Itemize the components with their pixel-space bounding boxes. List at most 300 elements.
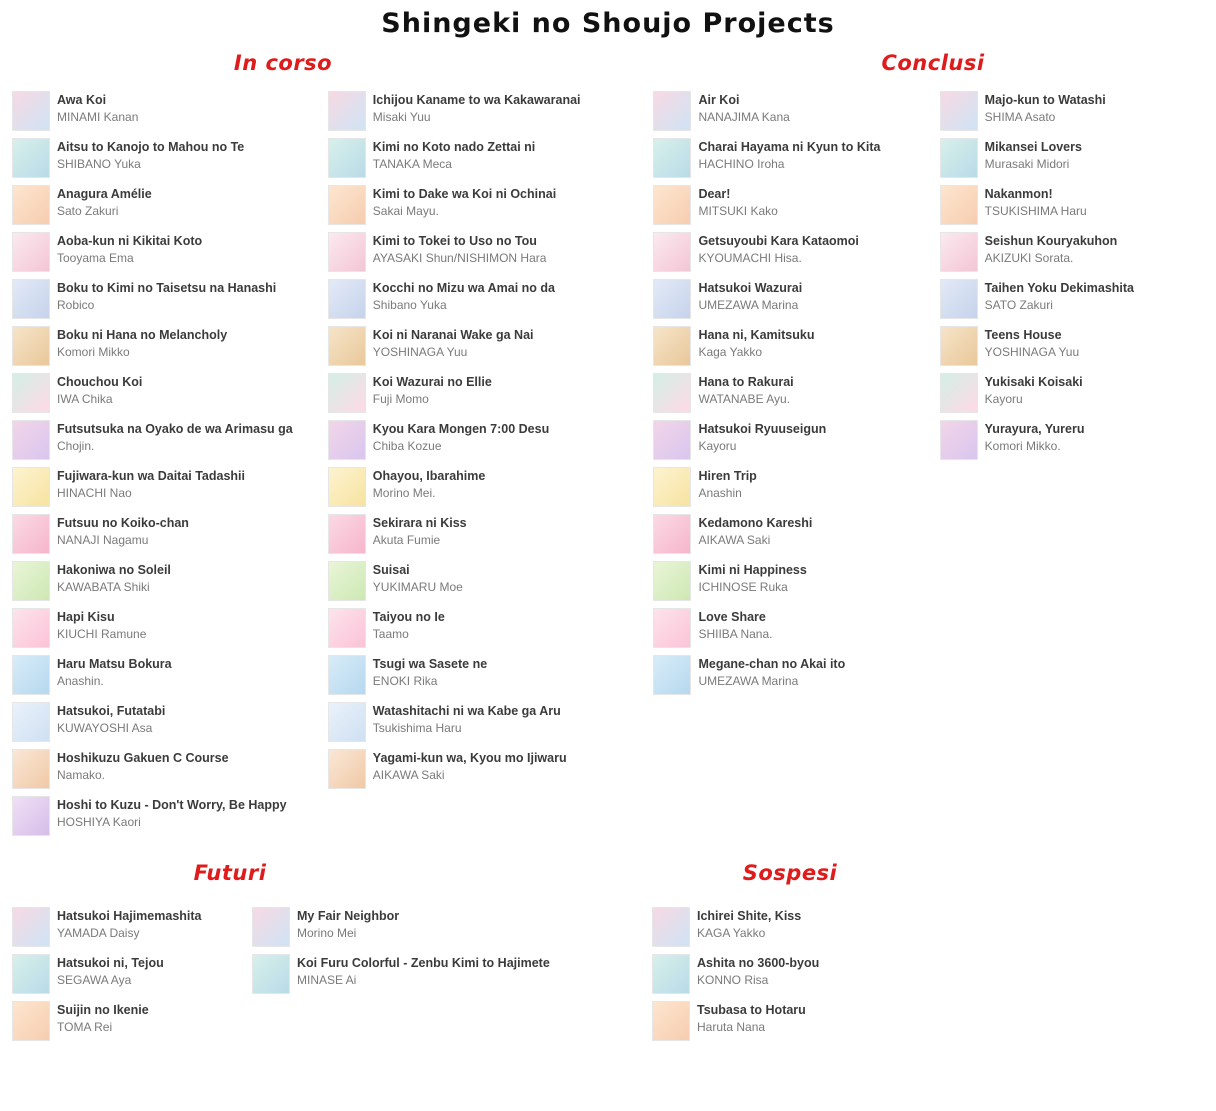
cover-thumbnail[interactable] <box>328 326 366 366</box>
list-item[interactable] <box>328 373 642 413</box>
list-item[interactable] <box>328 561 642 601</box>
project-author: TSUKISHIMA Haru <box>984 203 1087 218</box>
cover-thumbnail[interactable] <box>653 608 691 648</box>
entry-text <box>57 467 245 501</box>
cover-thumbnail[interactable] <box>12 279 50 319</box>
project-title[interactable]: Koi Wazurai no Ellie <box>372 375 492 389</box>
list-item[interactable] <box>328 185 642 225</box>
project-author: Tsukishima Haru <box>372 720 462 735</box>
list-item[interactable] <box>940 420 1204 460</box>
list-item[interactable] <box>653 326 927 366</box>
project-author: Fuji Momo <box>372 391 429 406</box>
project-title[interactable]: Hana to Rakurai <box>698 375 794 389</box>
list-item[interactable] <box>12 1001 240 1041</box>
list-item[interactable] <box>12 954 240 994</box>
project-author: KONNO Risa <box>697 972 769 987</box>
list-item[interactable] <box>328 702 642 742</box>
cover-thumbnail[interactable] <box>940 91 978 131</box>
project-author: YUKIMARU Moe <box>372 579 463 594</box>
column-futuri-1 <box>6 907 246 1048</box>
cover-thumbnail[interactable] <box>653 91 691 131</box>
entry-text <box>698 655 845 689</box>
entry-text <box>297 907 399 941</box>
project-author: Misaki Yuu <box>372 109 431 124</box>
project-author: YOSHINAGA Yuu <box>984 344 1080 359</box>
entry-text <box>697 954 819 988</box>
entry-text <box>57 185 152 219</box>
list-item[interactable] <box>653 232 927 272</box>
project-author: Kayoru <box>984 391 1023 406</box>
entry-text <box>985 232 1118 266</box>
cover-thumbnail[interactable] <box>653 185 691 225</box>
entry-text <box>57 138 244 172</box>
project-title[interactable]: Charai Hayama ni Kyun to Kita <box>698 140 881 154</box>
project-author: Murasaki Midori <box>984 156 1070 171</box>
entry-text <box>57 420 293 454</box>
list-item[interactable] <box>12 749 316 789</box>
project-author: MINAMI Kanan <box>57 109 139 124</box>
cover-thumbnail[interactable] <box>328 702 366 742</box>
entry-text <box>373 655 487 689</box>
project-title[interactable]: Tsugi wa Sasete ne <box>372 657 488 671</box>
entry-text <box>698 185 777 219</box>
cover-thumbnail[interactable] <box>653 326 691 366</box>
project-title[interactable]: Ashita no 3600-byou <box>697 956 820 970</box>
cover-thumbnail[interactable] <box>653 279 691 319</box>
project-author: Tooyama Ema <box>57 250 134 265</box>
entry-text <box>985 91 1106 125</box>
cover-thumbnail[interactable] <box>12 467 50 507</box>
project-title[interactable]: Tsubasa to Hotaru <box>697 1003 806 1017</box>
project-author: KAWABATA Shiki <box>57 579 150 594</box>
list-item[interactable] <box>12 373 316 413</box>
project-author: Anashin. <box>57 673 104 688</box>
cover-thumbnail[interactable] <box>12 608 50 648</box>
cover-thumbnail[interactable] <box>940 138 978 178</box>
entry-text <box>373 702 561 736</box>
project-author: Haruta Nana <box>697 1019 766 1034</box>
project-title[interactable]: Mikansei Lovers <box>984 140 1082 154</box>
list-item[interactable] <box>940 138 1204 178</box>
project-title[interactable]: Nakanmon! <box>984 187 1053 201</box>
project-title[interactable]: Hatsukoi Ryuuseigun <box>698 422 827 436</box>
cover-thumbnail[interactable] <box>12 796 50 836</box>
list-item[interactable] <box>328 326 642 366</box>
list-item[interactable] <box>652 907 940 947</box>
project-title[interactable]: Seishun Kouryakuhon <box>984 234 1118 248</box>
list-item[interactable] <box>12 608 316 648</box>
project-title[interactable]: Dear! <box>698 187 731 201</box>
project-author: HACHINO Iroha <box>698 156 785 171</box>
cover-thumbnail[interactable] <box>252 907 290 947</box>
cover-thumbnail[interactable] <box>328 91 366 131</box>
list-item[interactable] <box>328 608 642 648</box>
column-conclusi-1 <box>647 91 933 702</box>
list-item[interactable] <box>12 232 316 272</box>
project-author: HOSHIYA Kaori <box>57 814 141 829</box>
project-author: WATANABE Ayu. <box>698 391 791 406</box>
project-title[interactable]: Aitsu to Kanojo to Mahou no Te <box>57 140 245 154</box>
project-title[interactable]: Boku ni Hana no Melancholy <box>57 328 228 342</box>
project-title[interactable]: Kyou Kara Mongen 7:00 Desu <box>372 422 550 436</box>
project-author: Sato Zakuri <box>57 203 119 218</box>
project-author: SATO Zakuri <box>984 297 1053 312</box>
entry-text <box>373 185 556 219</box>
cover-thumbnail[interactable] <box>328 514 366 554</box>
project-title[interactable]: Majo-kun to Watashi <box>984 93 1106 107</box>
project-title[interactable]: Megane-chan no Akai ito <box>698 657 846 671</box>
list-item[interactable] <box>328 279 642 319</box>
project-title[interactable]: Hatsukoi Hajimemashita <box>57 909 202 923</box>
list-item[interactable] <box>328 749 642 789</box>
project-author: Akuta Fumie <box>372 532 441 547</box>
cover-thumbnail[interactable] <box>12 91 50 131</box>
cover-thumbnail[interactable] <box>940 420 978 460</box>
cover-thumbnail[interactable] <box>12 1001 50 1041</box>
project-author: SHIMA Asato <box>984 109 1056 124</box>
cover-thumbnail[interactable] <box>12 702 50 742</box>
project-title[interactable]: My Fair Neighbor <box>297 909 400 923</box>
project-title[interactable]: Yukisaki Koisaki <box>984 375 1083 389</box>
project-author: NANAJIMA Kana <box>698 109 790 124</box>
entry-text <box>698 561 806 595</box>
project-title[interactable]: Ichirei Shite, Kiss <box>697 909 802 923</box>
project-author: Komori Mikko <box>57 344 130 359</box>
entry-text <box>985 279 1134 313</box>
entry-text <box>57 655 172 689</box>
cover-thumbnail[interactable] <box>940 326 978 366</box>
entry-text <box>698 514 812 548</box>
project-author: Chiba Kozue <box>372 438 442 453</box>
project-title[interactable]: Kimi no Koto nado Zettai ni <box>372 140 536 154</box>
section-heading-sospesi: Sospesi <box>742 861 838 885</box>
entry-text <box>697 907 801 941</box>
project-author: HINACHI Nao <box>57 485 132 500</box>
entry-text <box>698 326 814 360</box>
cover-thumbnail[interactable] <box>12 373 50 413</box>
entry-text <box>373 373 492 407</box>
project-author: KYOUMACHI Hisa. <box>698 250 802 265</box>
entry-text <box>373 91 581 125</box>
cover-thumbnail[interactable] <box>12 907 50 947</box>
list-item[interactable] <box>653 608 927 648</box>
project-author: Robico <box>57 297 95 312</box>
project-title[interactable]: Hapi Kisu <box>57 610 115 624</box>
project-title[interactable]: Kimi to Dake wa Koi ni Ochinai <box>372 187 557 201</box>
entry-text <box>698 91 789 125</box>
project-title[interactable]: Hatsukoi, Futatabi <box>57 704 166 718</box>
entry-text <box>57 796 287 830</box>
cover-thumbnail[interactable] <box>12 749 50 789</box>
cover-thumbnail[interactable] <box>328 420 366 460</box>
list-item[interactable] <box>653 185 927 225</box>
entry-text <box>698 608 772 642</box>
list-item[interactable] <box>252 954 640 994</box>
cover-thumbnail[interactable] <box>652 1001 690 1041</box>
list-item[interactable] <box>328 91 642 131</box>
cover-thumbnail[interactable] <box>328 749 366 789</box>
column-sospesi-1 <box>646 907 946 1048</box>
list-item[interactable] <box>940 326 1204 366</box>
project-title[interactable]: Hoshi to Kuzu - Don't Worry, Be Happy <box>57 798 287 812</box>
project-title[interactable]: Teens House <box>984 328 1062 342</box>
project-author: TANAKA Meca <box>372 156 452 171</box>
project-author: IWA Chika <box>57 391 113 406</box>
project-author: Kaga Yakko <box>698 344 763 359</box>
cover-thumbnail[interactable] <box>12 514 50 554</box>
project-title[interactable]: Futsuu no Koiko-chan <box>57 516 189 530</box>
cover-thumbnail[interactable] <box>940 185 978 225</box>
list-item[interactable] <box>653 279 927 319</box>
list-item[interactable] <box>328 467 642 507</box>
project-title[interactable]: Hatsukoi ni, Tejou <box>57 956 164 970</box>
entry-text <box>985 138 1082 172</box>
project-title[interactable]: Watashitachi ni wa Kabe ga Aru <box>372 704 561 718</box>
cover-thumbnail[interactable] <box>328 138 366 178</box>
list-item[interactable] <box>940 185 1204 225</box>
entry-text <box>697 1001 806 1035</box>
project-title[interactable]: Suijin no Ikenie <box>57 1003 149 1017</box>
top-section-headings <box>0 51 1216 91</box>
project-author: MITSUKI Kako <box>698 203 778 218</box>
cover-thumbnail[interactable] <box>652 907 690 947</box>
project-author: MINASE Ai <box>297 972 357 987</box>
cover-thumbnail[interactable] <box>328 655 366 695</box>
column-conclusi-2 <box>934 91 1210 467</box>
entry-text <box>373 561 463 595</box>
list-item[interactable] <box>328 232 642 272</box>
entry-text <box>57 91 138 125</box>
project-author: Taamo <box>372 626 409 641</box>
lower-section-headings <box>0 861 1216 907</box>
section-heading-in-corso: In corso <box>233 51 333 75</box>
list-item[interactable] <box>12 514 316 554</box>
entry-text <box>297 954 550 988</box>
project-title[interactable]: Suisai <box>372 563 410 577</box>
project-title[interactable]: Kimi ni Happiness <box>698 563 807 577</box>
cover-thumbnail[interactable] <box>328 373 366 413</box>
project-author: ENOKI Rika <box>372 673 438 688</box>
project-title[interactable]: Getsuyoubi Kara Kataomoi <box>698 234 859 248</box>
project-author: Morino Mei <box>297 925 357 940</box>
cover-thumbnail[interactable] <box>328 232 366 272</box>
cover-thumbnail[interactable] <box>653 232 691 272</box>
cover-thumbnail[interactable] <box>653 514 691 554</box>
list-item[interactable] <box>12 467 316 507</box>
page-title: Shingeki no Shoujo Projects <box>381 8 835 39</box>
section-heading-futuri: Futuri <box>193 861 267 885</box>
list-item[interactable] <box>12 279 316 319</box>
cover-thumbnail[interactable] <box>940 232 978 272</box>
project-title[interactable]: Taihen Yoku Dekimashita <box>984 281 1135 295</box>
entry-text <box>57 749 229 783</box>
entry-text <box>57 954 164 988</box>
project-author: NANAJI Nagamu <box>57 532 149 547</box>
cover-thumbnail[interactable] <box>940 279 978 319</box>
cover-thumbnail[interactable] <box>12 232 50 272</box>
cover-thumbnail[interactable] <box>12 420 50 460</box>
list-item[interactable] <box>653 373 927 413</box>
project-author: TOMA Rei <box>57 1019 113 1034</box>
cover-thumbnail[interactable] <box>653 655 691 695</box>
project-title[interactable]: Hakoniwa no Soleil <box>57 563 171 577</box>
cover-thumbnail[interactable] <box>12 326 50 366</box>
project-title[interactable]: Aoba-kun ni Kikitai Koto <box>57 234 203 248</box>
cover-thumbnail[interactable] <box>653 373 691 413</box>
project-title[interactable]: Yagami-kun wa, Kyou mo Ijiwaru <box>372 751 567 765</box>
column-futuri-2 <box>246 907 646 1001</box>
project-author: Kayoru <box>698 438 737 453</box>
list-item[interactable] <box>12 907 240 947</box>
project-title[interactable]: Hoshikuzu Gakuen C Course <box>57 751 229 765</box>
project-author: Shibano Yuka <box>372 297 447 312</box>
entry-text <box>57 373 142 407</box>
list-item[interactable] <box>328 514 642 554</box>
project-author: YAMADA Daisy <box>57 925 140 940</box>
project-title[interactable]: Fujiwara-kun wa Daitai Tadashii <box>57 469 246 483</box>
project-title[interactable]: Koi ni Naranai Wake ga Nai <box>372 328 534 342</box>
project-author: SHIIBA Nana. <box>698 626 773 641</box>
list-item[interactable] <box>12 420 316 460</box>
project-author: KAGA Yakko <box>697 925 766 940</box>
list-item[interactable] <box>12 185 316 225</box>
cover-thumbnail[interactable] <box>653 467 691 507</box>
project-title[interactable]: Anagura Amélie <box>57 187 152 201</box>
project-title[interactable]: Air Koi <box>698 93 740 107</box>
entry-text <box>985 373 1083 407</box>
cover-thumbnail[interactable] <box>12 954 50 994</box>
cover-thumbnail[interactable] <box>653 420 691 460</box>
entry-text <box>373 326 534 360</box>
entry-text <box>373 467 486 501</box>
entry-text <box>373 232 547 266</box>
project-author: SEGAWA Aya <box>57 972 132 987</box>
entry-text <box>57 561 171 595</box>
entry-text <box>698 279 802 313</box>
list-item[interactable] <box>653 138 927 178</box>
cover-thumbnail[interactable] <box>12 138 50 178</box>
project-title[interactable]: Ichijou Kaname to wa Kakawaranai <box>372 93 581 107</box>
list-item[interactable] <box>12 138 316 178</box>
project-author: KUWAYOSHI Asa <box>57 720 153 735</box>
project-author: AKIZUKI Sorata. <box>984 250 1074 265</box>
entry-text <box>698 232 858 266</box>
list-item[interactable] <box>12 561 316 601</box>
cover-thumbnail[interactable] <box>328 185 366 225</box>
project-title[interactable]: Love Share <box>698 610 766 624</box>
cover-thumbnail[interactable] <box>12 561 50 601</box>
section-heading-conclusi: Conclusi <box>881 51 985 75</box>
project-author: KIUCHI Ramune <box>57 626 147 641</box>
cover-thumbnail[interactable] <box>12 655 50 695</box>
project-title[interactable]: Boku to Kimi no Taisetsu na Hanashi <box>57 281 277 295</box>
list-item[interactable] <box>12 796 316 836</box>
cover-thumbnail[interactable] <box>12 185 50 225</box>
project-author: Sakai Mayu. <box>372 203 439 218</box>
project-author: UMEZAWA Marina <box>698 297 799 312</box>
entry-text <box>57 514 189 548</box>
cover-thumbnail[interactable] <box>252 954 290 994</box>
list-item[interactable] <box>940 279 1204 319</box>
cover-thumbnail[interactable] <box>940 373 978 413</box>
list-item[interactable] <box>653 467 927 507</box>
list-item[interactable] <box>940 232 1204 272</box>
project-author: Morino Mei. <box>372 485 436 500</box>
cover-thumbnail[interactable] <box>652 954 690 994</box>
top-columns <box>0 91 1216 843</box>
list-item[interactable] <box>653 91 927 131</box>
entry-text <box>985 326 1080 360</box>
list-item[interactable] <box>653 420 927 460</box>
entry-text <box>373 138 536 172</box>
project-title[interactable]: Sekirara ni Kiss <box>372 516 467 530</box>
list-item[interactable] <box>652 1001 940 1041</box>
project-title[interactable]: Awa Koi <box>57 93 107 107</box>
entry-text <box>698 138 880 172</box>
project-title[interactable]: Kedamono Kareshi <box>698 516 813 530</box>
entry-text <box>57 702 165 736</box>
project-title[interactable]: Chouchou Koi <box>57 375 143 389</box>
project-title[interactable]: Hatsukoi Wazurai <box>698 281 803 295</box>
entry-text <box>57 608 146 642</box>
list-item[interactable] <box>653 655 927 695</box>
list-item[interactable] <box>940 91 1204 131</box>
list-item[interactable] <box>252 907 640 947</box>
lower-columns <box>0 907 1216 1048</box>
project-title[interactable]: Kimi to Tokei to Uso no Tou <box>372 234 537 248</box>
list-item[interactable] <box>328 655 642 695</box>
project-title[interactable]: Hana ni, Kamitsuku <box>698 328 815 342</box>
cover-thumbnail[interactable] <box>653 138 691 178</box>
project-author: Komori Mikko. <box>984 438 1061 453</box>
project-author: SHIBANO Yuka <box>57 156 141 171</box>
list-item[interactable] <box>12 326 316 366</box>
list-item[interactable] <box>12 91 316 131</box>
list-item[interactable] <box>328 420 642 460</box>
list-item[interactable] <box>328 138 642 178</box>
entry-text <box>373 514 467 548</box>
project-title[interactable]: Taiyou no Ie <box>372 610 445 624</box>
project-title[interactable]: Yurayura, Yureru <box>984 422 1085 436</box>
list-item[interactable] <box>653 561 927 601</box>
project-title[interactable]: Haru Matsu Bokura <box>57 657 172 671</box>
project-title[interactable]: Hiren Trip <box>698 469 757 483</box>
cover-thumbnail[interactable] <box>328 467 366 507</box>
project-title[interactable]: Koi Furu Colorful - Zenbu Kimi to Hajimete <box>297 956 550 970</box>
cover-thumbnail[interactable] <box>328 608 366 648</box>
list-item[interactable] <box>653 514 927 554</box>
entry-text <box>985 420 1085 454</box>
project-author: AYASAKI Shun/NISHIMON Hara <box>372 250 547 265</box>
project-title[interactable]: Ohayou, Ibarahime <box>372 469 486 483</box>
list-item[interactable] <box>12 702 316 742</box>
cover-thumbnail[interactable] <box>328 561 366 601</box>
list-item[interactable] <box>12 655 316 695</box>
entry-text <box>985 185 1087 219</box>
entry-text <box>57 907 202 941</box>
column-in-corso-2 <box>322 91 648 796</box>
project-author: AIKAWA Saki <box>698 532 771 547</box>
project-title[interactable]: Futsutsuka na Oyako de wa Arimasu ga <box>57 422 293 436</box>
cover-thumbnail[interactable] <box>328 279 366 319</box>
entry-text <box>57 232 202 266</box>
project-author: Chojin. <box>57 438 95 453</box>
cover-thumbnail[interactable] <box>653 561 691 601</box>
list-item[interactable] <box>652 954 940 994</box>
project-title[interactable]: Kocchi no Mizu wa Amai no da <box>372 281 555 295</box>
project-author: AIKAWA Saki <box>372 767 445 782</box>
list-item[interactable] <box>940 373 1204 413</box>
